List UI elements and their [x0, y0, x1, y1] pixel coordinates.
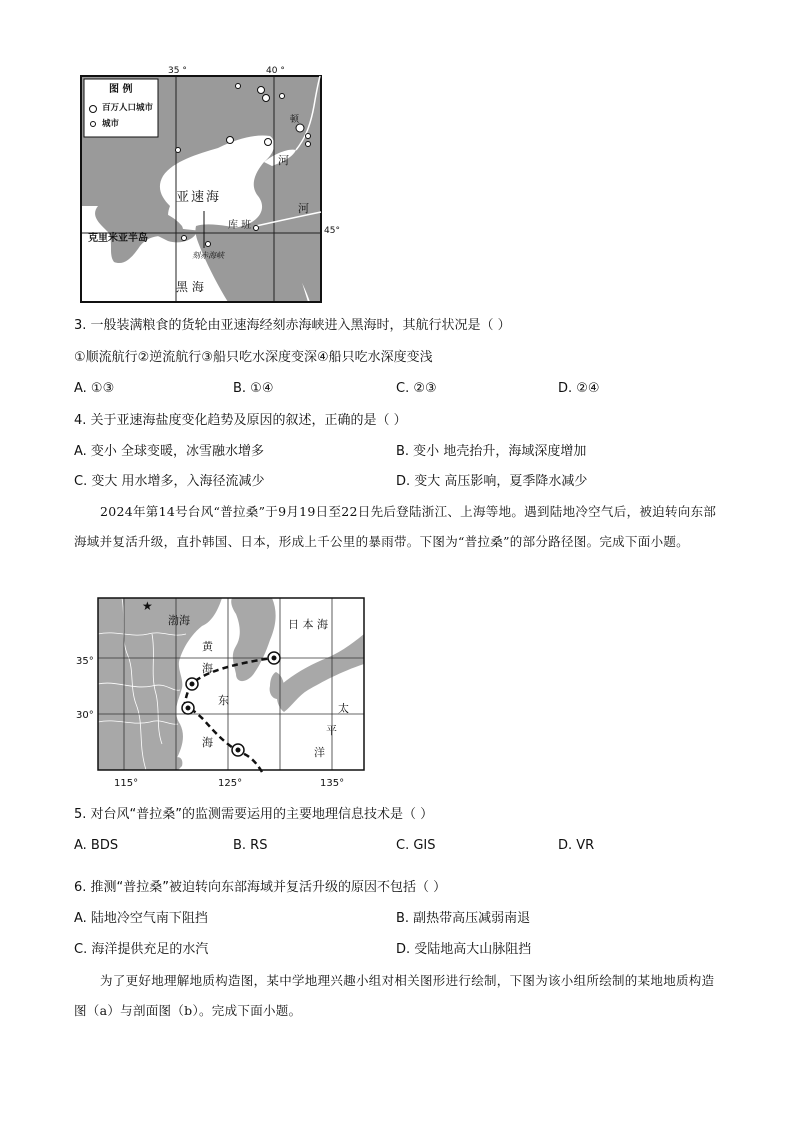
- q6-option-b[interactable]: B. 副热带高压减弱南退: [396, 911, 531, 926]
- kuban-label: 库 班: [228, 220, 252, 231]
- q4-option-a[interactable]: A. 变小 全球变暖，冰雪融水增多: [74, 444, 265, 459]
- lon-40-label: 40 °: [266, 66, 285, 76]
- typhoon-intro-text: 2024年第14号台风“普拉桑”于9月19日至22日先后登陆浙江、上海等地。遇到陆地冷空气后，被迫转向东部海域并复活升级，直扑韩国、日本，形成上千公里的暴雨带。下图为“普拉桑”的部分路径图。完成下面小题。: [74, 504, 717, 549]
- bohai-label: 渤海: [168, 614, 190, 627]
- q3-option-a[interactable]: A. ①③: [74, 381, 115, 396]
- geology-intro: [74, 966, 720, 1026]
- q6-option-d[interactable]: D. 受陆地高大山脉阻挡: [396, 942, 532, 957]
- legend-million-label: 百万人口城市: [102, 103, 154, 113]
- black-sea-label: 黑 海: [176, 280, 204, 294]
- azov-sea-map: [78, 66, 340, 306]
- q5-option-a[interactable]: A. BDS: [74, 838, 119, 853]
- lat-30-label: 30°: [76, 710, 94, 721]
- azov-sea-label: 亚速海: [176, 190, 222, 205]
- legend-city-label: 城市: [102, 119, 120, 129]
- lon-115-label: 115°: [114, 778, 139, 789]
- dong-hai-label: 海: [202, 736, 213, 749]
- crimea-label: 克里米亚半岛: [88, 233, 148, 244]
- q3-option-d[interactable]: D. ②④: [558, 381, 600, 396]
- city-symbol: [91, 122, 96, 127]
- q6-option-c[interactable]: C. 海洋提供充足的水汽: [74, 942, 209, 957]
- river-label-1: 河: [278, 154, 289, 167]
- q3-stem: 3. 一般装满粮食的货轮由亚速海经刻赤海峡进入黑海时，其航行状况是（ ）: [74, 318, 511, 333]
- lon-125-label: 125°: [218, 778, 243, 789]
- lat-45-label: 45°: [324, 226, 340, 236]
- q6-option-a[interactable]: A. 陆地冷空气南下阻挡: [74, 911, 208, 926]
- q4-option-b[interactable]: B. 变小 地壳抬升，海域深度增加: [396, 444, 587, 459]
- q3-option-c[interactable]: C. ②③: [396, 381, 437, 396]
- kerch-strait-label: 刻赤海峡: [192, 251, 224, 260]
- typhoon-intro: [74, 497, 720, 557]
- tai-label: 太: [338, 702, 349, 715]
- legend-title: 图 例: [109, 84, 133, 95]
- ping-label: 平: [326, 724, 337, 737]
- capital-star-icon: ★: [142, 599, 153, 613]
- q5-option-d[interactable]: D. VR: [558, 838, 595, 853]
- q3-sub: ①顺流航行②逆流航行③船只吃水深度变深④船只吃水深度变浅: [74, 350, 433, 365]
- japan-sea-label: 日 本 海: [288, 618, 328, 631]
- lon-135-label: 135°: [320, 778, 345, 789]
- geology-intro-text: 为了更好地理解地质构造图，某中学地理兴趣小组对相关图形进行绘制，下图为该小组所绘制的某地地质构造图（a）与剖面图（b）。完成下面小题。: [74, 973, 715, 1018]
- q6-stem: 6. 推测“普拉桑”被迫转向东部海域并复活升级的原因不包括（ ）: [74, 880, 447, 895]
- q4-option-d[interactable]: D. 变大 高压影响，夏季降水减少: [396, 474, 588, 489]
- typhoon-path-map: [72, 594, 368, 790]
- q5-option-b[interactable]: B. RS: [233, 838, 268, 853]
- lon-35-label: 35 °: [168, 66, 187, 76]
- million-city-symbol: [90, 106, 97, 113]
- yang-label: 洋: [314, 746, 325, 759]
- huang-label: 黄: [202, 640, 213, 653]
- q4-stem: 4. 关于亚速海盐度变化趋势及原因的叙述，正确的是（ ）: [74, 413, 407, 428]
- dong-label: 东: [218, 694, 229, 707]
- huang-hai-label: 海: [202, 662, 213, 675]
- lat-35-label: 35°: [76, 656, 94, 667]
- q4-option-c[interactable]: C. 变大 用水增多，入海径流减少: [74, 474, 265, 489]
- don-label: 顿: [290, 115, 300, 125]
- q5-option-c[interactable]: C. GIS: [396, 838, 436, 853]
- q3-option-b[interactable]: B. ①④: [233, 381, 274, 396]
- river-label-2: 河: [298, 202, 309, 215]
- q5-stem: 5. 对台风“普拉桑”的监测需要运用的主要地理信息技术是（ ）: [74, 807, 434, 822]
